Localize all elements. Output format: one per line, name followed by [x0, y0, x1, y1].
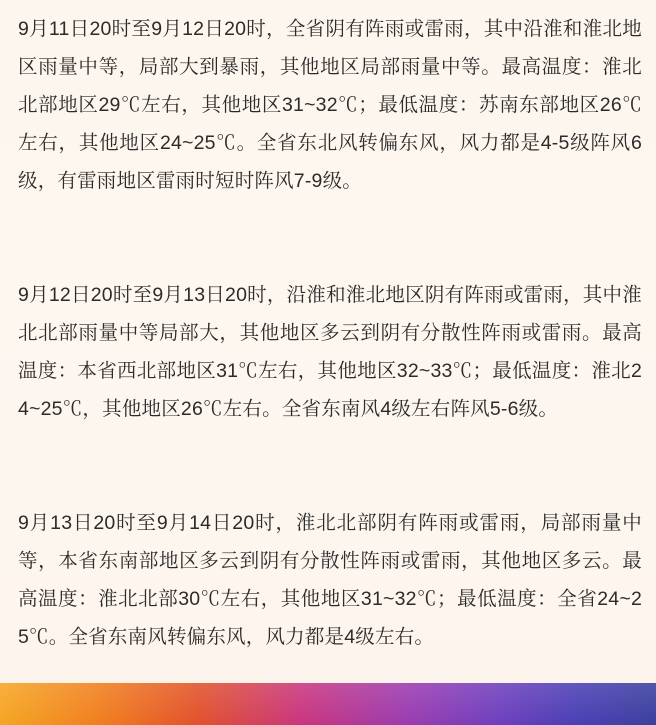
- gradient-bottom-bar: [0, 683, 656, 725]
- paragraph-spacer: [18, 200, 642, 276]
- forecast-paragraph-1: 9月11日20时至9月12日20时，全省阴有阵雨或雷雨，其中沿淮和淮北地区雨量中等，局部大到暴雨，其他地区局部雨量中等。最高温度：淮北北部地区29℃左右，其他地区31~32℃；最低温度：苏南东部地区26℃左右，其他地区24~25℃。全省东北风转偏东风，风力都是4-5级阵风6级，有雷雨地区雷雨时短时阵风7-9级。: [18, 18, 642, 192]
- forecast-paragraph-3: 9月13日20时至9月14日20时，淮北北部阴有阵雨或雷雨，局部雨量中等，本省东南部地区多云到阴有分散性阵雨或雷雨，其他地区多云。最高温度：淮北北部30℃左右，其他地区31~32℃；最低温度：全省24~25℃。全省东南风转偏东风，风力都是4级左右。: [18, 512, 642, 648]
- forecast-paragraph-2: 9月12日20时至9月13日20时，沿淮和淮北地区阴有阵雨或雷雨，其中淮北北部雨量中等局部大，其他地区多云到阴有分散性阵雨或雷雨。最高温度：本省西北部地区31℃左右，其他地区32~33℃；最低温度：淮北24~25℃，其他地区26℃左右。全省东南风4级左右阵风5-6级。: [18, 284, 642, 420]
- gradient-bar-highlight: [0, 683, 656, 725]
- paragraph-spacer: [18, 428, 642, 504]
